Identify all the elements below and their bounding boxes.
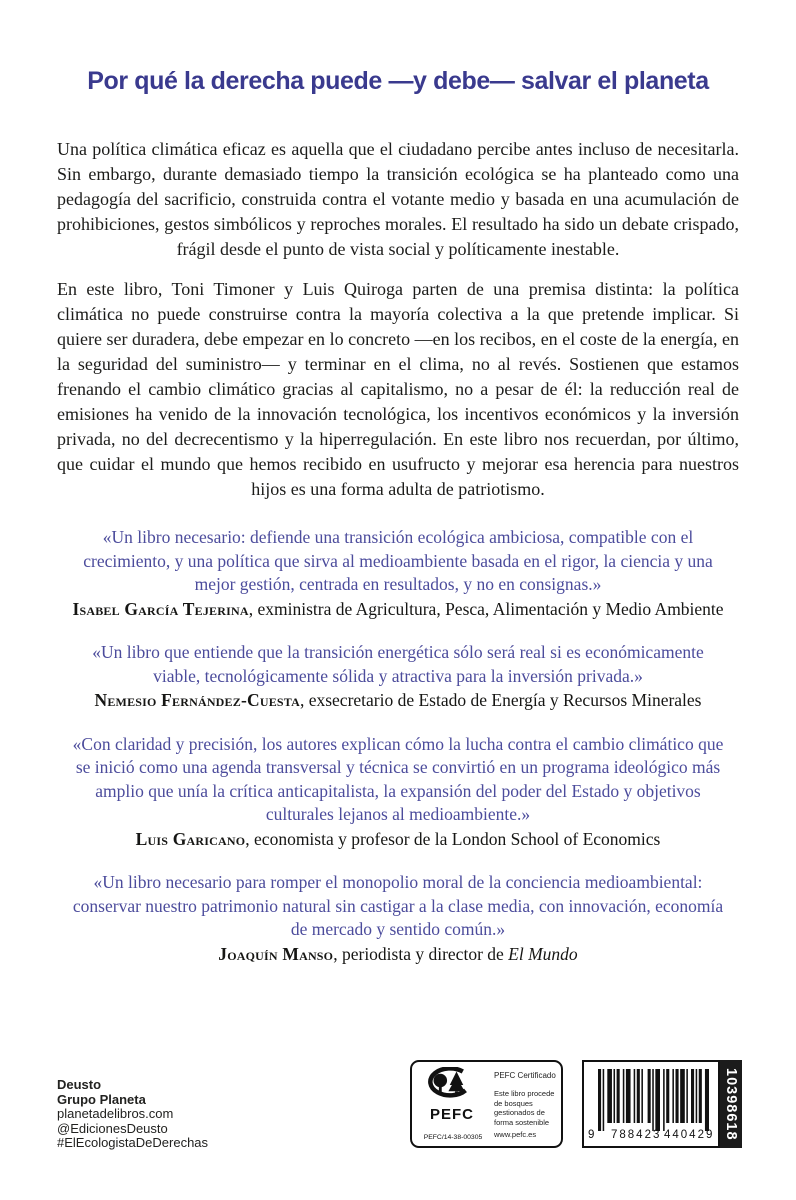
publisher-hashtag: #ElEcologistaDeDerechas [57,1135,209,1150]
publisher-website: planetadelibros.com [57,1106,174,1121]
ean-barcode [582,1060,720,1148]
pefc-wordmark: PEFC [429,1106,474,1123]
pefc-heading: PEFC Certificado [494,1071,556,1080]
pefc-text-column [494,1071,558,1136]
endorsement-role: , exsecretario de Estado de Energía y Recursos Minerales [299,690,702,710]
endorsement-name: Nemesio Fernández-Cuesta [94,690,300,710]
synopsis-paragraph-2: En este libro, Toni Timoner y Luis Quiroga parten de una premisa distinta: la política climática no puede construirse contra la mayoría colectiva a la que pretende implicar. Si quiere ser duradera, debe empezar en lo concreto —en los recibos, en el coste de la energía, en la seguridad del suministro— y terminar en el clima, no al revés. Sostienen que estamos frenando el cambio climático gracias al capitalismo, no a pesar de él: la reducción real de emisiones ha venido de la innovación tecnológica, los incentivos económicos y la inversión privada, no del decrecentismo y la hiperregulación. En este libro nos recuerdan, por último, que cuidar el mundo que hemos recibido en usufructo y mejorar esa herencia para nuestros hijos es una forma adulta de patriotismo. [57,279,739,499]
endorsement-block [68,871,728,966]
book-title: Por qué la derecha puede —y debe— salvar el planeta [87,67,709,95]
endorsement-role-source: El Mundo [508,943,578,964]
synopsis [57,137,739,502]
pefc-certification-box [410,1060,563,1148]
barcode-digits-left: 788423 [611,1129,662,1141]
barcode-digits-right: 440429 [664,1129,715,1141]
pefc-license-number: PEFC/14-38-00305 [423,1134,483,1141]
endorsement-quote: «Un libro necesario para romper el monopolio moral de la conciencia medioambiental: conservar nuestro patrimonio natural sin castigar a la clase media, con innovación, economía de mercado y sentido común.» [72,872,724,939]
pefc-trees-icon [423,1090,481,1107]
endorsement-attribution [68,943,728,967]
endorsement-attribution [68,689,728,713]
publisher-group: Grupo Planeta [57,1091,146,1107]
endorsement-quote: «Un libro necesario: defiende una transición ecológica ambiciosa, compatible con el crecimiento, y una política que sirva al medioambiente basada en el rigor, la ciencia y una mejor gestión, centrada en resultados, y no en consignas.» [83,527,713,594]
pefc-url: www.pefc.es [494,1130,537,1139]
stock-code-text: 10398618 [723,1067,739,1141]
endorsement-attribution [68,828,728,852]
endorsement-role: , economista y profesor de la London School of Economics [245,828,661,849]
endorsement-quote: «Un libro que entiende que la transición energética sólo será real si es económicamente viable, tecnológicamente sólida y atractiva para la inversión privada.» [92,642,704,686]
endorsement-block [68,641,728,713]
stock-code-strip [720,1060,742,1148]
endorsement-attribution [68,598,728,622]
endorsement-block [68,733,728,852]
endorsement-name: Luis Garicano [135,828,246,849]
synopsis-paragraph-1: Una política climática eficaz es aquella que el ciudadano percibe antes incluso de necesitarla. Sin embargo, durante demasiado tiempo la transición ecológica se ha planteado como una pedagogía del sacrificio, construida contra el votante medio y basada en una acumulación de prohibiciones, gestos simbólicos y reproches morales. El resultado ha sido un debate crispado, frágil desde el punto de vista social y políticamente inestable. [57,139,739,259]
barcode-bars [597,1069,709,1131]
endorsement-name: Isabel García Tejerina [72,598,249,619]
publisher-block [57,1078,208,1151]
endorsement-role: , exministra de Agricultura, Pesca, Alimentación y Medio Ambiente [248,598,724,619]
endorsement-block [68,526,728,621]
barcode-area [582,1060,742,1148]
endorsement-name: Joaquín Manso [218,943,334,964]
publisher-social-handle: @EdicionesDeusto [57,1120,168,1136]
endorsement-quote: «Con claridad y precisión, los autores explican cómo la lucha contra el cambio climático que se inició como una agenda transversal y técnica se convirtió en un programa ideológico más amplio que unía la crítica anticapitalista, la expansión del poder del Estado y objetivos culturales lejanos al medioambiente.» [72,733,724,824]
barcode-digit-prefix: 9 [588,1129,595,1141]
publisher-imprint: Deusto [57,1077,102,1092]
endorsement-role: , periodista y director de [333,943,509,964]
endorsements [68,526,728,966]
pefc-description: Este libro procede de bosques gestionados de forma sostenible [494,1089,555,1127]
pefc-logo [421,1067,483,1123]
